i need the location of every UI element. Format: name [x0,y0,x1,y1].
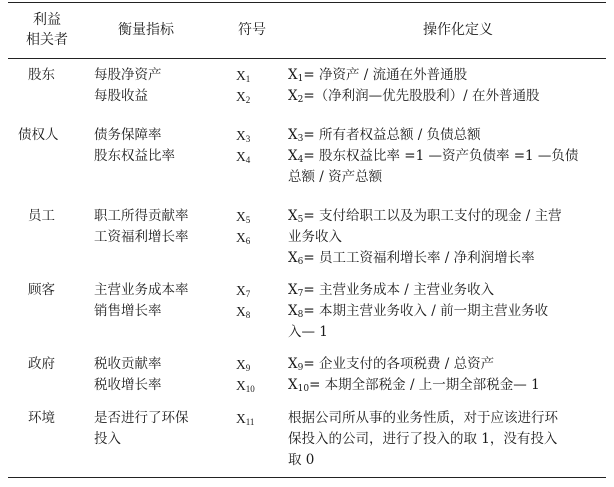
measure-item: 销售增长率 [94,303,162,319]
stakeholder-cell: 政府 [28,356,55,372]
definition-line: $X_3=$ 所有者权益总额 / 负债总额 [288,127,481,144]
definition-cell [288,408,606,471]
table-header-rule [8,58,606,59]
measure-item: 职工所得贡献率 [94,208,189,224]
symbol-item: $X_5$ [236,209,251,225]
symbol-item: $X_8$ [236,304,251,320]
symbol-item: $X_{10}$ [236,378,255,394]
definition-line: $X_8=$ 本期主营业务收入 / 前一期主营业务收 [288,303,549,320]
definition-line: 业务收入 [288,229,342,245]
definition-cell [288,280,606,343]
definition-line: $X_2=$（净利润—优先股股利）/ 在外普通股 [288,88,540,105]
definition-line: $X_7=$ 主营业务成本 / 主营业务收入 [288,282,495,299]
symbol-item: $X_7$ [236,283,251,299]
definition-cell [288,125,606,188]
header-measure: 衡量指标 [118,22,174,38]
stakeholder-metrics-table [8,0,606,480]
stakeholder-cell: 股东 [28,67,55,83]
symbol-cell [236,125,276,167]
symbol-cell [236,408,276,429]
table-top-rule [8,2,606,3]
measure-cell [94,408,226,450]
measure-item: 每股净资产 [94,67,162,83]
stakeholder-cell: 债权人 [18,127,59,143]
header-stakeholder-line1: 利益 [33,12,61,28]
symbol-item: $X_4$ [236,149,251,165]
measure-item: 每股收益 [94,88,148,104]
stakeholder-cell: 员工 [28,208,55,224]
definition-line: $X_5=$ 支付给职工以及为职工支付的现金 / 主营 [288,208,562,225]
definition-line: 入— 1 [288,324,328,340]
definition-line: $X_4=$ 股东权益比率 =1 —资产负债率 =1 —负债 [288,148,579,165]
table-bottom-rule [8,477,606,478]
measure-item: 债务保障率 [94,127,162,143]
measure-item: 工资福利增长率 [94,229,189,245]
measure-cell [94,206,226,248]
definition-cell [288,354,606,396]
symbol-item: $X_6$ [236,230,251,246]
definition-cell [288,65,606,107]
symbol-cell [236,65,276,107]
symbol-cell [236,280,276,322]
symbol-item: $X_9$ [236,357,251,373]
definition-line: 总额 / 资产总额 [288,169,383,185]
definition-line: 取 0 [288,452,315,468]
header-stakeholder [22,10,72,50]
header-symbol: 符号 [238,22,266,38]
definition-line: $X_9=$ 企业支付的各项税费 / 总资产 [288,356,495,373]
symbol-item: $X_3$ [236,128,251,144]
symbol-item: $X_1$ [236,68,251,84]
definition-line: 保投入的公司，进行了投入的取 1，没有投入 [288,431,558,447]
measure-item: 股东权益比率 [94,148,175,164]
measure-cell [94,65,226,107]
definition-line: 根据公司所从事的业务性质，对于应该进行环 [288,410,558,426]
header-definition: 操作化定义 [423,22,493,38]
definition-line: $X_1=$ 净资产 / 流通在外普通股 [288,67,468,84]
symbol-item: $X_2$ [236,89,251,105]
symbol-item: $X_{11}$ [236,411,255,427]
measure-cell [94,280,226,322]
definition-cell [288,206,606,269]
measure-item: 投入 [94,431,121,447]
measure-item: 税收增长率 [94,377,162,393]
measure-item: 主营业务成本率 [94,282,189,298]
header-stakeholder-line2: 相关者 [26,32,68,48]
symbol-cell [236,354,276,396]
stakeholder-cell: 环境 [28,410,55,426]
symbol-cell [236,206,276,248]
definition-line: $X_{10}=$ 本期全部税金 / 上一期全部税金— 1 [288,377,540,394]
measure-item: 税收贡献率 [94,356,162,372]
measure-cell [94,354,226,396]
measure-item: 是否进行了环保 [94,410,189,426]
stakeholder-cell: 顾客 [28,282,55,298]
definition-line: $X_6=$ 员工工资福利增长率 / 净利润增长率 [288,250,535,267]
measure-cell [94,125,226,167]
